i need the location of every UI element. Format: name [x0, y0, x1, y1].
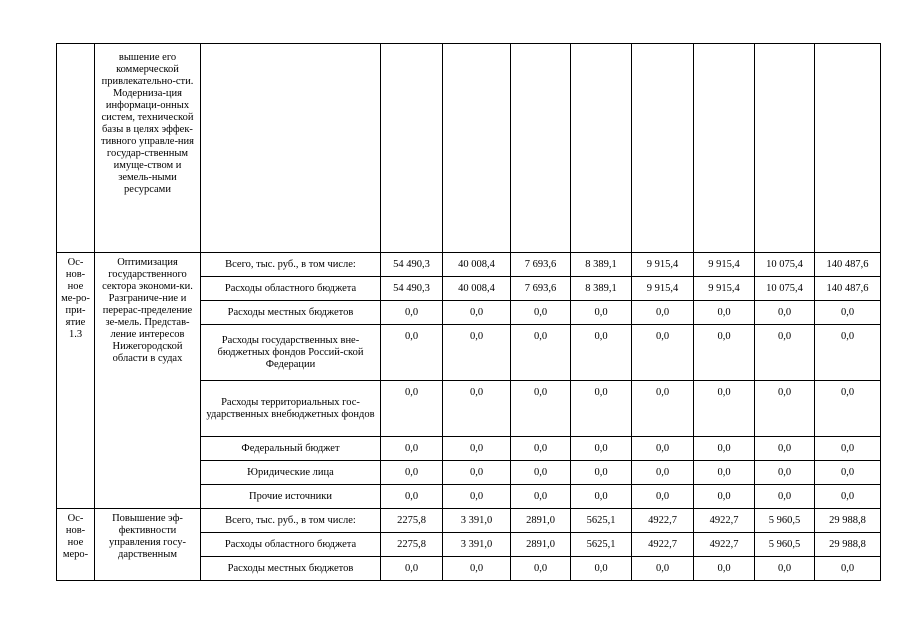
- value-cell: 0,0: [815, 557, 881, 581]
- value-cell: 0,0: [694, 301, 755, 325]
- value-cell: 9 915,4: [694, 277, 755, 301]
- funding-source-cell: Всего, тыс. руб., в том числе:: [201, 253, 381, 277]
- value-cell: 0,0: [632, 301, 694, 325]
- value-cell: 0,0: [571, 437, 632, 461]
- value-cell: 140 487,6: [815, 277, 881, 301]
- value-cell: 7 693,6: [511, 253, 571, 277]
- value-cell: 4922,7: [694, 533, 755, 557]
- value-cell: 54 490,3: [381, 277, 443, 301]
- value-cell: 0,0: [571, 557, 632, 581]
- table-body: [57, 44, 881, 581]
- cell-empty: [443, 44, 511, 253]
- funding-source-cell: Расходы местных бюджетов: [201, 301, 381, 325]
- value-cell: 0,0: [381, 325, 443, 381]
- value-cell: 0,0: [571, 325, 632, 381]
- value-cell: 0,0: [694, 437, 755, 461]
- value-cell: 0,0: [443, 325, 511, 381]
- value-cell: 0,0: [571, 301, 632, 325]
- value-cell: 0,0: [815, 461, 881, 485]
- cell-empty: [57, 44, 95, 253]
- table-row: [57, 253, 881, 277]
- value-cell: 0,0: [381, 461, 443, 485]
- cell-empty: [694, 44, 755, 253]
- value-cell: 0,0: [443, 381, 511, 437]
- funding-source-cell: Юридические лица: [201, 461, 381, 485]
- value-cell: 10 075,4: [755, 253, 815, 277]
- value-cell: 0,0: [632, 325, 694, 381]
- value-cell: 0,0: [815, 325, 881, 381]
- value-cell: 8 389,1: [571, 253, 632, 277]
- value-cell: 10 075,4: [755, 277, 815, 301]
- value-cell: 2891,0: [511, 533, 571, 557]
- value-cell: 0,0: [694, 461, 755, 485]
- value-cell: 140 487,6: [815, 253, 881, 277]
- value-cell: 0,0: [632, 437, 694, 461]
- value-cell: 0,0: [815, 301, 881, 325]
- value-cell: 0,0: [443, 301, 511, 325]
- activity-label-cell: Ос-нов-ное ме-ро-при-ятие 1.3: [57, 253, 95, 509]
- value-cell: 0,0: [443, 557, 511, 581]
- value-cell: 40 008,4: [443, 253, 511, 277]
- funding-source-cell: Всего, тыс. руб., в том числе:: [201, 509, 381, 533]
- value-cell: 0,0: [815, 381, 881, 437]
- table-row: [57, 509, 881, 533]
- cell-description: вышение его коммерческой привлекательно-сти. Модерниза-ция информаци-онных систем, технической базы в целях эффек-тивного управле-ния государ-ственным имуще-ством и земель-ными ресурсами: [95, 44, 201, 253]
- value-cell: 0,0: [381, 381, 443, 437]
- cell-empty: [201, 44, 381, 253]
- value-cell: 8 389,1: [571, 277, 632, 301]
- value-cell: 0,0: [381, 301, 443, 325]
- value-cell: 0,0: [815, 437, 881, 461]
- value-cell: 0,0: [381, 557, 443, 581]
- value-cell: 0,0: [755, 301, 815, 325]
- value-cell: 0,0: [755, 381, 815, 437]
- value-cell: 0,0: [511, 325, 571, 381]
- value-cell: 0,0: [632, 557, 694, 581]
- value-cell: 54 490,3: [381, 253, 443, 277]
- value-cell: 4922,7: [632, 509, 694, 533]
- value-cell: 0,0: [694, 325, 755, 381]
- value-cell: 5 960,5: [755, 533, 815, 557]
- cell-empty: [815, 44, 881, 253]
- funding-source-cell: Расходы государственных вне-бюджетных фондов Россий-ской Федерации: [201, 325, 381, 381]
- funding-source-cell: Расходы местных бюджетов: [201, 557, 381, 581]
- funding-source-cell: Расходы областного бюджета: [201, 533, 381, 557]
- value-cell: 0,0: [511, 437, 571, 461]
- activity-label-cell: Ос-нов-ное меро-: [57, 509, 95, 581]
- value-cell: 9 915,4: [632, 253, 694, 277]
- cell-empty: [511, 44, 571, 253]
- value-cell: 0,0: [755, 557, 815, 581]
- value-cell: 0,0: [755, 325, 815, 381]
- value-cell: 0,0: [694, 381, 755, 437]
- value-cell: 0,0: [571, 461, 632, 485]
- value-cell: 0,0: [694, 485, 755, 509]
- cell-empty: [755, 44, 815, 253]
- budget-table: [56, 43, 881, 581]
- value-cell: 0,0: [381, 485, 443, 509]
- value-cell: 5625,1: [571, 509, 632, 533]
- value-cell: 0,0: [511, 461, 571, 485]
- value-cell: 29 988,8: [815, 509, 881, 533]
- funding-source-cell: Расходы областного бюджета: [201, 277, 381, 301]
- value-cell: 3 391,0: [443, 509, 511, 533]
- value-cell: 3 391,0: [443, 533, 511, 557]
- funding-source-cell: Федеральный бюджет: [201, 437, 381, 461]
- value-cell: 2275,8: [381, 533, 443, 557]
- cell-empty: [632, 44, 694, 253]
- value-cell: 0,0: [632, 485, 694, 509]
- activity-description-cell: Повышение эф-фективности управления госу-дарственным: [95, 509, 201, 581]
- value-cell: 0,0: [511, 381, 571, 437]
- value-cell: 0,0: [443, 485, 511, 509]
- value-cell: 0,0: [632, 461, 694, 485]
- cell-empty: [381, 44, 443, 253]
- value-cell: 0,0: [815, 485, 881, 509]
- value-cell: 0,0: [571, 381, 632, 437]
- value-cell: 0,0: [571, 485, 632, 509]
- value-cell: 0,0: [381, 437, 443, 461]
- value-cell: 0,0: [755, 461, 815, 485]
- value-cell: 5625,1: [571, 533, 632, 557]
- value-cell: 4922,7: [694, 509, 755, 533]
- funding-source-cell: Прочие источники: [201, 485, 381, 509]
- value-cell: 0,0: [755, 437, 815, 461]
- value-cell: 0,0: [511, 301, 571, 325]
- table-row: [57, 44, 881, 253]
- value-cell: 0,0: [443, 437, 511, 461]
- value-cell: 2275,8: [381, 509, 443, 533]
- value-cell: 9 915,4: [632, 277, 694, 301]
- cell-empty: [571, 44, 632, 253]
- value-cell: 5 960,5: [755, 509, 815, 533]
- funding-source-cell: Расходы территориальных гос-ударственных внебюджетных фондов: [201, 381, 381, 437]
- value-cell: 0,0: [694, 557, 755, 581]
- value-cell: 4922,7: [632, 533, 694, 557]
- activity-description-cell: Оптимизация государственного сектора экономи-ки. Разграниче-ние и перерас-пределение зе-мель. Представ-ление интересов Нижегородской области в судах: [95, 253, 201, 509]
- value-cell: 2891,0: [511, 509, 571, 533]
- value-cell: 0,0: [755, 485, 815, 509]
- value-cell: 0,0: [443, 461, 511, 485]
- value-cell: 7 693,6: [511, 277, 571, 301]
- value-cell: 0,0: [511, 557, 571, 581]
- value-cell: 9 915,4: [694, 253, 755, 277]
- value-cell: 29 988,8: [815, 533, 881, 557]
- value-cell: 0,0: [632, 381, 694, 437]
- value-cell: 40 008,4: [443, 277, 511, 301]
- value-cell: 0,0: [511, 485, 571, 509]
